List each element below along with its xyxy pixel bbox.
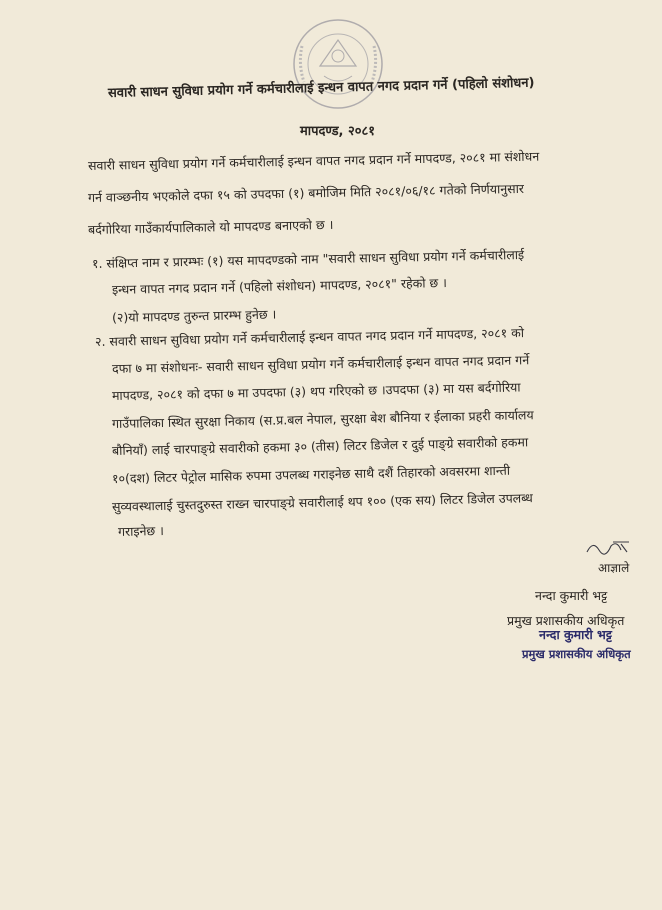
clause-2-line: गाउँपालिका स्थित सुरक्षा निकाय (स.प्र.बल नेपाल, सुरक्षा बेश बौनिया र ईलाका प्रहरी कार्यालय: [111, 407, 534, 431]
clause-2-line: मापदण्ड, २०८१ को दफा ७ मा उपदफा (३) थप गरिएको छ ।उपदफा (३) मा यस बर्दगोरिया: [111, 379, 521, 403]
clause-1-line: इन्धन वापत नगद प्रदान गर्ने (पहिलो संशोधन) मापदण्ड, २०८१" रहेको छ ।: [111, 274, 448, 297]
signature-scribble-icon: [583, 536, 631, 560]
signatory-role: प्रमुख प्रशासकीय अधिकृत: [507, 613, 625, 628]
document-title: सवारी साधन सुविधा प्रयोग गर्ने कर्मचारीलाई इन्धन वापत नगद प्रदान गर्ने (पहिलो संशोधन): [107, 75, 535, 101]
government-seal-icon: [290, 16, 386, 112]
intro-line: बर्दगोरिया गाउँकार्यपालिकाले यो मापदण्ड बनाएको छ ।: [87, 216, 334, 237]
intro-line: सवारी साधन सुविधा प्रयोग गर्ने कर्मचारीलाई इन्धन वापत नगद प्रदान गर्ने मापदण्ड, २०८१ मा संशोधन: [87, 148, 540, 173]
clause-2-line: गराइनेछ ।: [117, 523, 165, 539]
clause-2-line: सुव्यवस्थालाई चुस्तदुरुस्त राख्न चारपाङ्ग्रे सवारीलाई थप १०० (एक सय) लिटर डिजेल उपलब्ध: [111, 490, 533, 514]
signatory-name: नन्दा कुमारी भट्ट: [535, 588, 608, 603]
stamp-name: नन्दा कुमारी भट्ट: [539, 627, 612, 642]
document-subtitle: मापदण्ड, २०८१: [300, 124, 376, 139]
clause-2-line: दफा ७ मा संशोधनः- सवारी साधन सुविधा प्रयोग गर्ने कर्मचारीलाई इन्धन वापत नगद प्रदान गर्ने: [111, 352, 530, 376]
clause-1-line: १. संक्षिप्त नाम र प्रारम्भः (१) यस मापदण्डको नाम "सवारी साधन सुविधा प्रयोग गर्ने कर्मचारीलाई: [91, 246, 525, 271]
stamp-role: प्रमुख प्रशासकीय अधिकृत: [522, 647, 631, 661]
clause-1-line: (२)यो मापदण्ड तुरुन्त प्रारम्भ हुनेछ ।: [111, 306, 277, 325]
by-order-text: आज्ञाले: [598, 561, 630, 575]
clause-2-line: बौनियाँ) लाई चारपाङ्ग्रे सवारीको हकमा ३० (तीस) लिटर डिजेल र दुई पाङ्ग्रे सवारीको हकमा: [111, 434, 529, 458]
clause-2-line: २. सवारी साधन सुविधा प्रयोग गर्ने कर्मचारीलाई इन्धन वापत नगद प्रदान गर्ने मापदण्ड, २०८१ को: [94, 325, 525, 349]
clause-2-line: १०(दश) लिटर पेट्रोल मासिक रुपमा उपलब्ध गराइनेछ साथै दशैं तिहारको अवसरमा शान्ती: [111, 462, 511, 486]
intro-line: गर्न वाञ्छनीय भएकोले दफा १५ को उपदफा (१) बमोजिम मिति २०८१/०६/१८ गतेको निर्णयानुसार: [87, 180, 525, 205]
